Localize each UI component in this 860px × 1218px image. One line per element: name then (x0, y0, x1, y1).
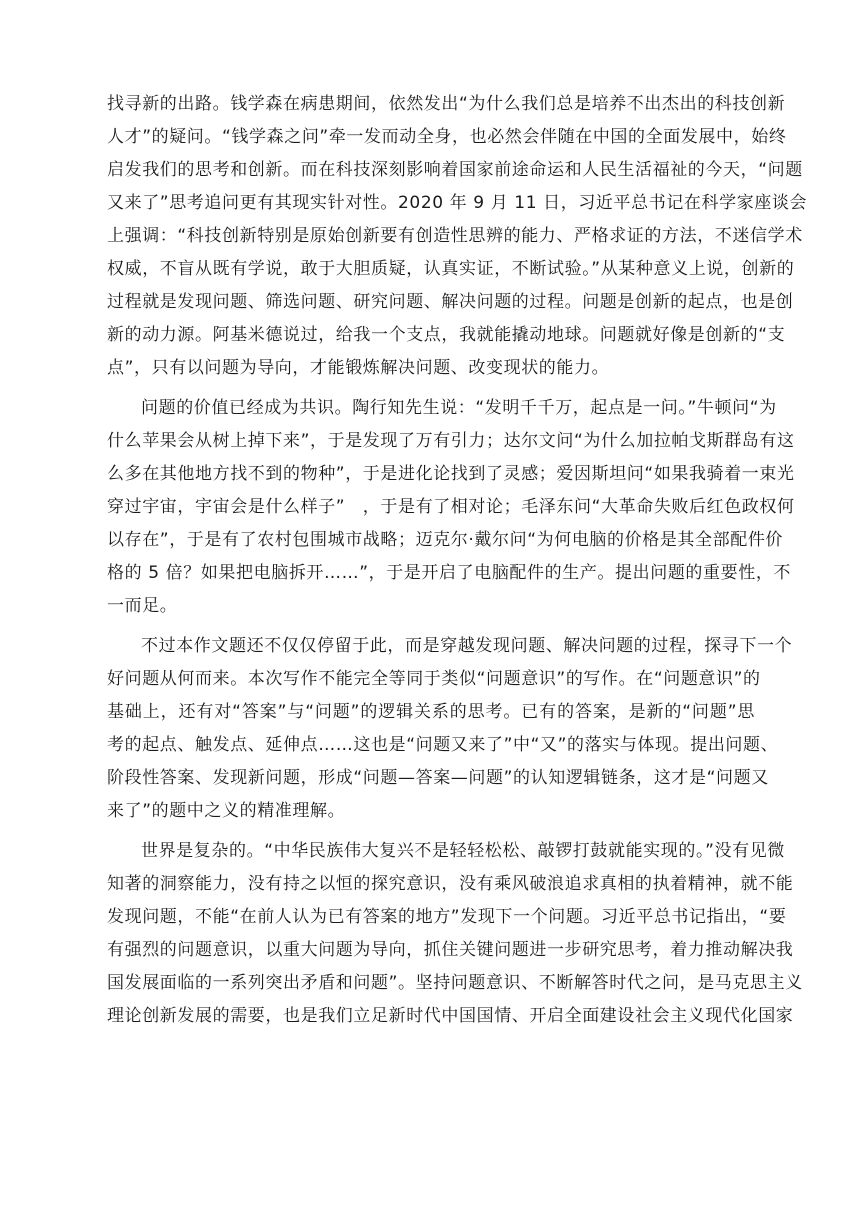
text-line: 好问题从何而来。本次写作不能完全等同于类似“问题意识”的写作。在“问题意识”的 (107, 669, 761, 689)
text-line: 穿过宇宙，宇宙会是什么样子” ，于是有了相对论；毛泽东问“大革命失败后红色政权何 (107, 497, 795, 517)
paragraph-4 (107, 835, 803, 1033)
text-line: 国发展面临的一系列突出矛盾和问题”。坚持问题意识、不断解答时代之问，是马克思主义 (107, 973, 803, 993)
text-line: 找寻新的出路。钱学森在病患期间，依然发出“为什么我们总是培养不出杰出的科技创新 (107, 94, 786, 114)
text-line: 理论创新发展的需要，也是我们立足新时代中国国情、开启全面建设社会主义现代化国家 (107, 1006, 794, 1026)
text-line: 一而足。 (107, 596, 178, 616)
text-line: 知著的洞察能力，没有持之以恒的探究意识，没有乘风破浪追求真相的执着精神，就不能 (107, 874, 794, 894)
text-line: 不过本作文题还不仅仅停留于此，而是穿越发现问题、解决问题的过程，探寻下一个 (141, 636, 793, 656)
paragraph-2 (107, 392, 795, 623)
text-line: 上强调：“科技创新特别是原始创新要有创造性思辨的能力、严格求证的方法，不迷信学术 (107, 226, 803, 246)
text-line: 人才”的疑问。“钱学森之问”牵一发而动全身，也必然会伴随在中国的全面发展中，始终 (107, 127, 787, 147)
text-line: 么多在其他地方找不到的物种”，于是进化论找到了灵感；爱因斯坦问“如果我骑着一束光 (107, 464, 795, 484)
text-line: 来了”的题中之义的精准理解。 (107, 801, 346, 821)
text-line: 权威，不盲从既有学说，敢于大胆质疑，认真实证，不断试验。”从某种意义上说，创新的 (107, 259, 795, 279)
text-line: 阶段性答案、发现新问题，形成“问题—答案—问题”的认知逻辑链条，这才是“问题又 (107, 768, 769, 788)
text-line: 世界是复杂的。“中华民族伟大复兴不是轻轻松松、敲锣打鼓就能实现的。”没有见微 (141, 841, 785, 861)
text-line: 格的 5 倍？如果把电脑拆开……”，于是开启了电脑配件的生产。提出问题的重要性，不 (107, 563, 792, 583)
text-line: 有强烈的问题意识，以重大问题为导向，抓住关键问题进一步研究思考，着力推动解决我 (107, 940, 794, 960)
text-line: 什么苹果会从树上掉下来”，于是发现了万有引力；达尔文问“为什么加拉帕戈斯群岛有这 (107, 431, 795, 451)
text-line: 问题的价值已经成为共识。陶行知先生说：“发明千千万，起点是一问。”牛顿问“为 (141, 398, 777, 418)
text-line: 又来了”思考追问更有其现实针对性。2020 年 9 月 11 日，习近平总书记在科学家座谈会 (107, 193, 808, 213)
paragraph-3 (107, 630, 793, 828)
text-line: 过程就是发现问题、筛选问题、研究问题、解决问题的过程。问题是创新的起点，也是创 (107, 292, 794, 312)
text-line: 以存在”，于是有了农村包围城市战略；迈克尔·戴尔问“为何电脑的价格是其全部配件价 (107, 530, 784, 550)
text-line: 新的动力源。阿基米德说过，给我一个支点，我就能撬动地球。问题就好像是创新的“支 (107, 325, 786, 345)
text-line: 发现问题，不能“在前人认为已有答案的地方”发现下一个问题。习近平总书记指出，“要 (107, 907, 787, 927)
text-line: 基础上，还有对“答案”与“问题”的逻辑关系的思考。已有的答案，是新的“问题”思 (107, 702, 755, 722)
paragraph-1 (107, 88, 808, 385)
text-line: 启发我们的思考和创新。而在科技深刻影响着国家前途命运和人民生活福祉的今天，“问题 (107, 160, 803, 180)
text-line: 考的起点、触发点、延伸点……这也是“问题又来了”中“又”的落实与体现。提出问题、 (107, 735, 779, 755)
text-line: 点”，只有以问题为导向，才能锻炼解决问题、改变现状的能力。 (107, 358, 610, 378)
